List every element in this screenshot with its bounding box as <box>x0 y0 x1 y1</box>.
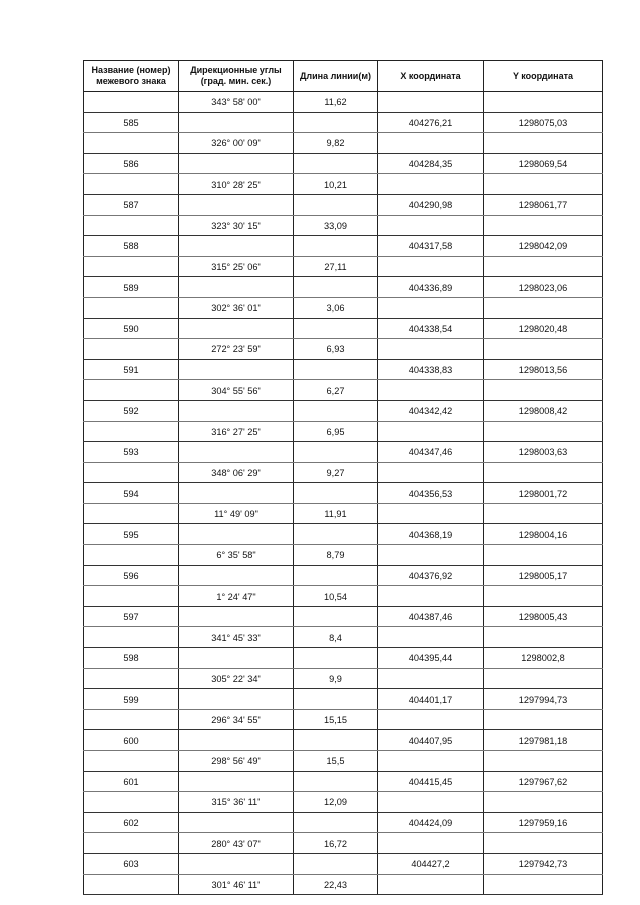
x-coordinate-cell: 404290,98 <box>378 194 484 215</box>
direction-angle-cell: 304° 55' 56" <box>179 380 294 401</box>
line-length-cell: 10,21 <box>294 174 378 195</box>
direction-angle-cell: 298° 56' 49" <box>179 751 294 772</box>
direction-angle-cell: 310° 28' 25" <box>179 174 294 195</box>
x-coordinate-cell <box>378 421 484 442</box>
direction-angle-cell <box>179 853 294 874</box>
line-length-cell <box>294 400 378 421</box>
marker-name-cell: 603 <box>84 853 179 874</box>
line-length-cell <box>294 771 378 792</box>
direction-angle-cell <box>179 606 294 627</box>
x-coordinate-cell: 404415,45 <box>378 771 484 792</box>
segment-row <box>84 174 603 195</box>
marker-name-cell <box>84 462 179 483</box>
marker-name-cell <box>84 421 179 442</box>
x-coordinate-cell: 404336,89 <box>378 277 484 298</box>
segment-row <box>84 92 603 113</box>
x-coordinate-cell <box>378 92 484 113</box>
direction-angle-cell: 341° 45' 33" <box>179 627 294 648</box>
y-coordinate-cell: 1298069,54 <box>484 153 603 174</box>
marker-name-cell: 599 <box>84 689 179 710</box>
direction-angle-cell: 315° 36' 11" <box>179 792 294 813</box>
marker-name-cell: 596 <box>84 565 179 586</box>
marker-name-cell: 586 <box>84 153 179 174</box>
segment-row <box>84 545 603 566</box>
segment-row <box>84 421 603 442</box>
x-coordinate-cell <box>378 833 484 854</box>
line-length-cell <box>294 318 378 339</box>
marker-name-cell <box>84 380 179 401</box>
direction-angle-cell <box>179 112 294 133</box>
line-length-cell <box>294 524 378 545</box>
segment-row <box>84 751 603 772</box>
line-length-cell: 15,5 <box>294 751 378 772</box>
x-coordinate-cell <box>378 256 484 277</box>
line-length-cell <box>294 277 378 298</box>
marker-name-cell <box>84 792 179 813</box>
x-coordinate-cell: 404368,19 <box>378 524 484 545</box>
direction-angle-cell <box>179 359 294 380</box>
header-row <box>84 61 603 92</box>
point-row <box>84 400 603 421</box>
marker-name-cell <box>84 256 179 277</box>
segment-row <box>84 627 603 648</box>
x-coordinate-cell: 404284,35 <box>378 153 484 174</box>
segment-row <box>84 215 603 236</box>
marker-name-cell: 592 <box>84 400 179 421</box>
y-coordinate-cell: 1298061,77 <box>484 194 603 215</box>
line-length-cell: 9,9 <box>294 668 378 689</box>
direction-angle-cell: 280° 43' 07" <box>179 833 294 854</box>
x-coordinate-cell <box>378 462 484 483</box>
y-coordinate-cell <box>484 92 603 113</box>
line-length-cell <box>294 442 378 463</box>
line-length-cell: 11,62 <box>294 92 378 113</box>
marker-name-cell: 601 <box>84 771 179 792</box>
y-coordinate-cell: 1298008,42 <box>484 400 603 421</box>
line-length-cell <box>294 689 378 710</box>
x-coordinate-cell: 404338,83 <box>378 359 484 380</box>
y-coordinate-cell: 1297994,73 <box>484 689 603 710</box>
segment-row <box>84 874 603 895</box>
y-coordinate-cell: 1297967,62 <box>484 771 603 792</box>
y-coordinate-cell <box>484 133 603 154</box>
line-length-cell: 8,4 <box>294 627 378 648</box>
direction-angle-cell <box>179 812 294 833</box>
y-coordinate-cell <box>484 874 603 895</box>
marker-name-cell: 589 <box>84 277 179 298</box>
segment-row <box>84 833 603 854</box>
boundary-points-document <box>83 60 602 895</box>
x-coordinate-cell: 404317,58 <box>378 236 484 257</box>
x-coordinate-cell: 404427,2 <box>378 853 484 874</box>
marker-name-cell: 591 <box>84 359 179 380</box>
marker-name-cell <box>84 709 179 730</box>
line-length-cell <box>294 236 378 257</box>
direction-angle-cell: 1° 24' 47" <box>179 586 294 607</box>
direction-angle-cell: 296° 34' 55" <box>179 709 294 730</box>
marker-name-cell: 593 <box>84 442 179 463</box>
x-coordinate-cell <box>378 874 484 895</box>
point-row <box>84 112 603 133</box>
line-length-cell: 9,82 <box>294 133 378 154</box>
y-coordinate-cell: 1298005,43 <box>484 606 603 627</box>
marker-name-cell <box>84 503 179 524</box>
marker-name-cell <box>84 833 179 854</box>
direction-angle-cell: 343° 58' 00" <box>179 92 294 113</box>
y-coordinate-cell: 1298003,63 <box>484 442 603 463</box>
direction-angle-cell: 323° 30' 15" <box>179 215 294 236</box>
marker-name-cell: 600 <box>84 730 179 751</box>
y-coordinate-cell <box>484 751 603 772</box>
marker-name-cell <box>84 133 179 154</box>
line-length-cell: 6,95 <box>294 421 378 442</box>
x-coordinate-cell <box>378 174 484 195</box>
point-row <box>84 277 603 298</box>
line-length-cell: 8,79 <box>294 545 378 566</box>
y-coordinate-cell <box>484 339 603 360</box>
y-coordinate-cell: 1298042,09 <box>484 236 603 257</box>
direction-angle-cell: 11° 49' 09" <box>179 503 294 524</box>
y-coordinate-cell: 1298004,16 <box>484 524 603 545</box>
x-coordinate-cell: 404347,46 <box>378 442 484 463</box>
marker-name-cell: 594 <box>84 483 179 504</box>
line-length-cell <box>294 194 378 215</box>
line-length-cell: 3,06 <box>294 297 378 318</box>
x-coordinate-cell <box>378 503 484 524</box>
line-length-cell <box>294 606 378 627</box>
direction-angle-cell <box>179 318 294 339</box>
x-coordinate-cell <box>378 792 484 813</box>
x-coordinate-cell: 404424,09 <box>378 812 484 833</box>
line-length-cell <box>294 359 378 380</box>
point-row <box>84 442 603 463</box>
line-length-cell <box>294 648 378 669</box>
x-coordinate-cell: 404407,95 <box>378 730 484 751</box>
segment-row <box>84 380 603 401</box>
segment-row <box>84 462 603 483</box>
y-coordinate-cell: 1298002,8 <box>484 648 603 669</box>
marker-name-cell <box>84 627 179 648</box>
point-row <box>84 853 603 874</box>
direction-angle-cell <box>179 483 294 504</box>
table-body <box>84 92 603 895</box>
x-coordinate-cell <box>378 627 484 648</box>
x-coordinate-cell: 404401,17 <box>378 689 484 710</box>
direction-angle-cell: 272° 23' 59" <box>179 339 294 360</box>
line-length-cell: 11,91 <box>294 503 378 524</box>
line-length-cell: 6,93 <box>294 339 378 360</box>
y-coordinate-cell: 1297981,18 <box>484 730 603 751</box>
point-row <box>84 771 603 792</box>
x-coordinate-cell: 404376,92 <box>378 565 484 586</box>
marker-name-cell: 587 <box>84 194 179 215</box>
point-row <box>84 194 603 215</box>
segment-row <box>84 256 603 277</box>
line-length-cell: 9,27 <box>294 462 378 483</box>
marker-name-cell: 590 <box>84 318 179 339</box>
direction-angle-cell: 302° 36' 01" <box>179 297 294 318</box>
direction-angle-cell: 301° 46' 11" <box>179 874 294 895</box>
point-row <box>84 483 603 504</box>
point-row <box>84 524 603 545</box>
point-row <box>84 606 603 627</box>
segment-row <box>84 297 603 318</box>
marker-name-cell <box>84 545 179 566</box>
y-coordinate-cell <box>484 503 603 524</box>
point-row <box>84 153 603 174</box>
point-row <box>84 648 603 669</box>
x-coordinate-cell: 404356,53 <box>378 483 484 504</box>
marker-name-cell <box>84 586 179 607</box>
marker-name-cell <box>84 668 179 689</box>
segment-row <box>84 586 603 607</box>
line-length-cell <box>294 112 378 133</box>
segment-row <box>84 668 603 689</box>
line-length-cell: 27,11 <box>294 256 378 277</box>
x-coordinate-cell <box>378 339 484 360</box>
y-coordinate-cell: 1298013,56 <box>484 359 603 380</box>
direction-angle-cell <box>179 689 294 710</box>
marker-name-cell: 588 <box>84 236 179 257</box>
header-direction-angle: Дирекционные углы (град. мин. сек.) <box>179 61 294 92</box>
point-row <box>84 812 603 833</box>
y-coordinate-cell <box>484 586 603 607</box>
x-coordinate-cell <box>378 297 484 318</box>
segment-row <box>84 503 603 524</box>
header-x-coordinate: X координата <box>378 61 484 92</box>
line-length-cell: 15,15 <box>294 709 378 730</box>
marker-name-cell <box>84 751 179 772</box>
line-length-cell <box>294 853 378 874</box>
x-coordinate-cell <box>378 668 484 689</box>
y-coordinate-cell <box>484 256 603 277</box>
y-coordinate-cell <box>484 421 603 442</box>
marker-name-cell <box>84 339 179 360</box>
direction-angle-cell: 326° 00' 09" <box>179 133 294 154</box>
direction-angle-cell: 315° 25' 06" <box>179 256 294 277</box>
direction-angle-cell <box>179 442 294 463</box>
x-coordinate-cell: 404395,44 <box>378 648 484 669</box>
line-length-cell <box>294 565 378 586</box>
point-row <box>84 236 603 257</box>
y-coordinate-cell <box>484 833 603 854</box>
marker-name-cell <box>84 174 179 195</box>
x-coordinate-cell: 404276,21 <box>378 112 484 133</box>
direction-angle-cell <box>179 730 294 751</box>
line-length-cell <box>294 153 378 174</box>
table-header <box>84 61 603 92</box>
x-coordinate-cell <box>378 380 484 401</box>
direction-angle-cell <box>179 565 294 586</box>
marker-name-cell: 602 <box>84 812 179 833</box>
y-coordinate-cell: 1298020,48 <box>484 318 603 339</box>
marker-name-cell <box>84 215 179 236</box>
line-length-cell: 6,27 <box>294 380 378 401</box>
line-length-cell: 16,72 <box>294 833 378 854</box>
y-coordinate-cell <box>484 297 603 318</box>
boundary-points-table <box>83 60 603 895</box>
y-coordinate-cell: 1298023,06 <box>484 277 603 298</box>
marker-name-cell <box>84 92 179 113</box>
direction-angle-cell <box>179 194 294 215</box>
y-coordinate-cell <box>484 668 603 689</box>
direction-angle-cell: 348° 06' 29" <box>179 462 294 483</box>
line-length-cell <box>294 483 378 504</box>
x-coordinate-cell: 404342,42 <box>378 400 484 421</box>
y-coordinate-cell <box>484 215 603 236</box>
x-coordinate-cell: 404338,54 <box>378 318 484 339</box>
segment-row <box>84 133 603 154</box>
marker-name-cell: 595 <box>84 524 179 545</box>
marker-name-cell <box>84 874 179 895</box>
y-coordinate-cell <box>484 174 603 195</box>
direction-angle-cell <box>179 648 294 669</box>
x-coordinate-cell <box>378 586 484 607</box>
direction-angle-cell <box>179 236 294 257</box>
y-coordinate-cell <box>484 380 603 401</box>
direction-angle-cell <box>179 277 294 298</box>
y-coordinate-cell <box>484 462 603 483</box>
y-coordinate-cell: 1297959,16 <box>484 812 603 833</box>
header-y-coordinate: Y координата <box>484 61 603 92</box>
line-length-cell: 12,09 <box>294 792 378 813</box>
x-coordinate-cell: 404387,46 <box>378 606 484 627</box>
line-length-cell: 10,54 <box>294 586 378 607</box>
y-coordinate-cell <box>484 709 603 730</box>
point-row <box>84 730 603 751</box>
point-row <box>84 689 603 710</box>
y-coordinate-cell <box>484 792 603 813</box>
marker-name-cell: 597 <box>84 606 179 627</box>
segment-row <box>84 792 603 813</box>
x-coordinate-cell <box>378 709 484 730</box>
marker-name-cell <box>84 297 179 318</box>
y-coordinate-cell: 1298001,72 <box>484 483 603 504</box>
direction-angle-cell: 305° 22' 34" <box>179 668 294 689</box>
line-length-cell <box>294 730 378 751</box>
y-coordinate-cell <box>484 545 603 566</box>
y-coordinate-cell <box>484 627 603 648</box>
x-coordinate-cell <box>378 133 484 154</box>
direction-angle-cell: 316° 27' 25" <box>179 421 294 442</box>
x-coordinate-cell <box>378 751 484 772</box>
x-coordinate-cell <box>378 215 484 236</box>
header-marker-name: Название (номер) межевого знака <box>84 61 179 92</box>
direction-angle-cell <box>179 400 294 421</box>
y-coordinate-cell: 1297942,73 <box>484 853 603 874</box>
point-row <box>84 318 603 339</box>
direction-angle-cell: 6° 35' 58" <box>179 545 294 566</box>
point-row <box>84 359 603 380</box>
direction-angle-cell <box>179 771 294 792</box>
marker-name-cell: 598 <box>84 648 179 669</box>
direction-angle-cell <box>179 524 294 545</box>
line-length-cell: 22,43 <box>294 874 378 895</box>
line-length-cell: 33,09 <box>294 215 378 236</box>
line-length-cell <box>294 812 378 833</box>
header-line-length: Длина линии(м) <box>294 61 378 92</box>
direction-angle-cell <box>179 153 294 174</box>
x-coordinate-cell <box>378 545 484 566</box>
marker-name-cell: 585 <box>84 112 179 133</box>
segment-row <box>84 709 603 730</box>
y-coordinate-cell: 1298075,03 <box>484 112 603 133</box>
segment-row <box>84 339 603 360</box>
y-coordinate-cell: 1298005,17 <box>484 565 603 586</box>
point-row <box>84 565 603 586</box>
